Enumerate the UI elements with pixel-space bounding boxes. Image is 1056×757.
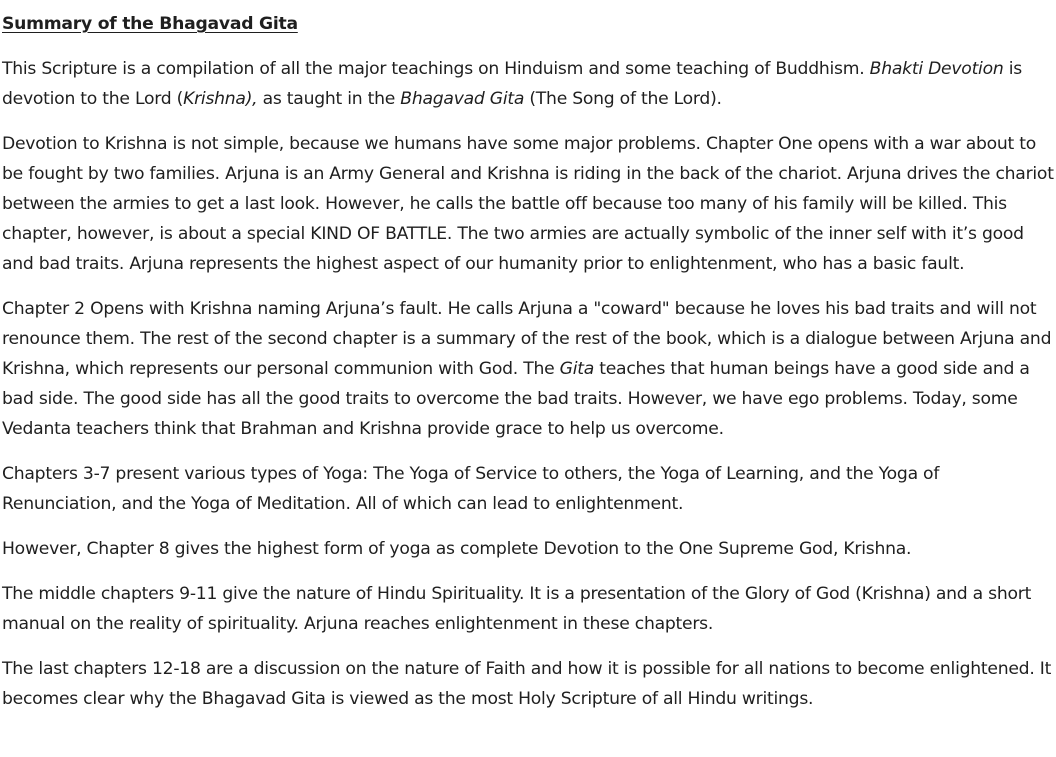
paragraph-chapter-8: However, Chapter 8 gives the highest form of yoga as complete Devotion to the One Supreme God, Krishna. [2, 539, 912, 559]
chapter-two-italic-gita: Gita [559, 359, 595, 379]
paragraph-chapters-9-11: The middle chapters 9-11 give the nature of Hindu Spirituality. It is a presentation of the Glory of God (Krishna) and a short manual on the reality of spirituality. Arjuna reaches enlightenment in these chapters. [2, 584, 1032, 634]
paragraph-chapter-two [2, 294, 1054, 444]
intro-italic-krishna: Krishna), [183, 89, 258, 109]
paragraph-chapter-one: Devotion to Krishna is not simple, because we humans have some major problems. Chapter One opens with a war about to be fought by two families. Arjuna is an Army General and Krishna is riding in the back of the chariot. Arjuna drives the chariot between the armies to get a last look. However, he calls the battle off because too many of his family will be killed. This chapter, however, is about a special KIND OF BATTLE. The two armies are actually symbolic of the inner self with it’s good and bad traits. Arjuna represents the highest aspect of our humanity prior to enlightenment, who has a basic fault. [2, 134, 1054, 274]
intro-text-3: as taught in the [257, 89, 401, 109]
intro-italic-bhakti: Bhakti Devotion [869, 59, 1004, 79]
intro-text-4: (The Song of the Lord). [524, 89, 722, 109]
chapter-two-text-1: Chapter 2 Opens with Krishna naming Arjuna’s fault. He calls Arjuna a "coward" because he loves his bad traits and will not renounce them. The rest of the second chapter is a summary of the rest of the book, which is a dialogue between Arjuna and Krishna, which represents our personal communion with God. The [2, 299, 1052, 379]
intro-text-2: is devotion to the Lord ( [2, 59, 1022, 109]
page-title: Summary of the Bhagavad Gita [2, 14, 298, 34]
intro-text-1: This Scripture is a compilation of all the major teachings on Hinduism and some teaching of Buddhism. [2, 59, 870, 79]
intro-italic-gita: Bhagavad Gita [400, 89, 525, 109]
document-body [2, 9, 1054, 729]
paragraph-chapters-3-7: Chapters 3-7 present various types of Yoga: The Yoga of Service to others, the Yoga of Learning, and the Yoga of Renunciation, and the Yoga of Meditation. All of which can lead to enlightenment. [2, 464, 940, 514]
paragraph-chapters-12-18: The last chapters 12-18 are a discussion on the nature of Faith and how it is possible for all nations to become enlightened. It becomes clear why the Bhagavad Gita is viewed as the most Holy Scripture of all Hindu writings. [2, 659, 1052, 709]
paragraph-intro [2, 54, 1054, 114]
chapter-two-text-2: teaches that human beings have a good side and a bad side. The good side has all the good traits to overcome the bad traits. However, we have ego problems. Today, some Vedanta teachers think that Brahman and Krishna provide grace to help us overcome. [2, 359, 1030, 439]
